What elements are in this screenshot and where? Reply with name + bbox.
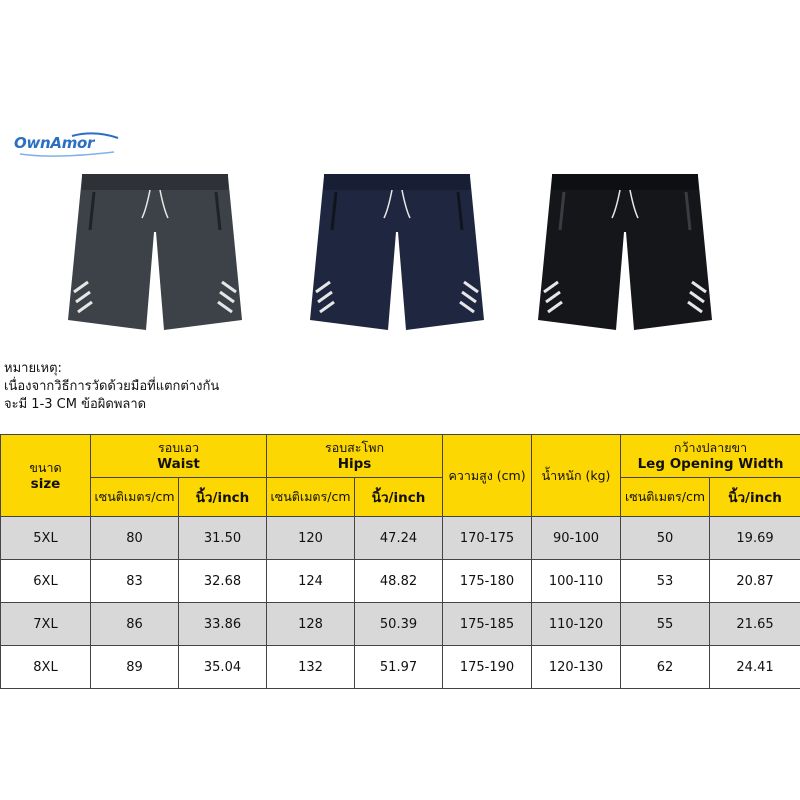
header-hips-inch: นิ้ว/inch	[355, 478, 443, 517]
header-leg-cm: เซนติเมตร/cm	[621, 478, 710, 517]
cell-size: 6XL	[1, 560, 91, 603]
header-waist: รอบเอว Waist	[91, 435, 267, 478]
brand-logo-text: OwnAmor	[14, 134, 95, 152]
table-header-row-1	[1, 435, 800, 478]
cell-hips-inch: 50.39	[355, 603, 443, 646]
cell-leg-inch: 20.87	[710, 560, 800, 603]
cell-hips-inch: 51.97	[355, 646, 443, 689]
cell-waist-cm: 86	[91, 603, 179, 646]
cell-leg-cm: 62	[621, 646, 710, 689]
cell-waist-inch: 35.04	[179, 646, 267, 689]
notes-line-2: จะมี 1-3 CM ข้อผิดพลาด	[4, 397, 147, 412]
size-chart-table	[0, 434, 800, 689]
header-weight: น้ำหนัก (kg)	[532, 435, 621, 517]
cell-hips-cm: 132	[267, 646, 355, 689]
header-waist-inch: นิ้ว/inch	[179, 478, 267, 517]
cell-weight: 110-120	[532, 603, 621, 646]
cell-waist-inch: 31.50	[179, 517, 267, 560]
table-row	[1, 517, 800, 560]
table-row	[1, 646, 800, 689]
header-leg-inch: นิ้ว/inch	[710, 478, 800, 517]
cell-height: 175-190	[443, 646, 532, 689]
brand-logo	[14, 132, 124, 158]
cell-height: 170-175	[443, 517, 532, 560]
measurement-notes	[4, 360, 219, 414]
cell-leg-cm: 50	[621, 517, 710, 560]
header-height: ความสูง (cm)	[443, 435, 532, 517]
shorts-navy-illustration	[302, 170, 492, 338]
cell-height: 175-180	[443, 560, 532, 603]
cell-waist-inch: 32.68	[179, 560, 267, 603]
cell-hips-inch: 48.82	[355, 560, 443, 603]
cell-leg-inch: 24.41	[710, 646, 800, 689]
cell-hips-cm: 128	[267, 603, 355, 646]
cell-waist-cm: 89	[91, 646, 179, 689]
cell-leg-cm: 55	[621, 603, 710, 646]
cell-size: 8XL	[1, 646, 91, 689]
cell-leg-cm: 53	[621, 560, 710, 603]
cell-leg-inch: 21.65	[710, 603, 800, 646]
cell-weight: 100-110	[532, 560, 621, 603]
cell-waist-inch: 33.86	[179, 603, 267, 646]
shorts-gray-illustration	[60, 170, 250, 338]
cell-weight: 90-100	[532, 517, 621, 560]
header-leg-opening: กว้างปลายขา Leg Opening Width	[621, 435, 800, 478]
table-header-row-2	[1, 478, 800, 517]
shorts-image-gray	[60, 170, 250, 338]
notes-line-1: เนื่องจากวิธีการวัดด้วยมือที่แตกต่างกัน	[4, 379, 220, 394]
notes-title: หมายเหตุ:	[4, 361, 62, 376]
shorts-image-navy	[302, 170, 492, 338]
cell-waist-cm: 80	[91, 517, 179, 560]
table-row	[1, 603, 800, 646]
shorts-black-illustration	[530, 170, 720, 338]
shorts-image-black	[530, 170, 720, 338]
cell-waist-cm: 83	[91, 560, 179, 603]
header-size: ขนาด size	[1, 435, 91, 517]
table-row	[1, 560, 800, 603]
cell-hips-inch: 47.24	[355, 517, 443, 560]
cell-height: 175-185	[443, 603, 532, 646]
cell-leg-inch: 19.69	[710, 517, 800, 560]
cell-hips-cm: 124	[267, 560, 355, 603]
header-hips-cm: เซนติเมตร/cm	[267, 478, 355, 517]
cell-size: 5XL	[1, 517, 91, 560]
cell-weight: 120-130	[532, 646, 621, 689]
header-waist-cm: เซนติเมตร/cm	[91, 478, 179, 517]
cell-hips-cm: 120	[267, 517, 355, 560]
cell-size: 7XL	[1, 603, 91, 646]
header-hips: รอบสะโพก Hips	[267, 435, 443, 478]
